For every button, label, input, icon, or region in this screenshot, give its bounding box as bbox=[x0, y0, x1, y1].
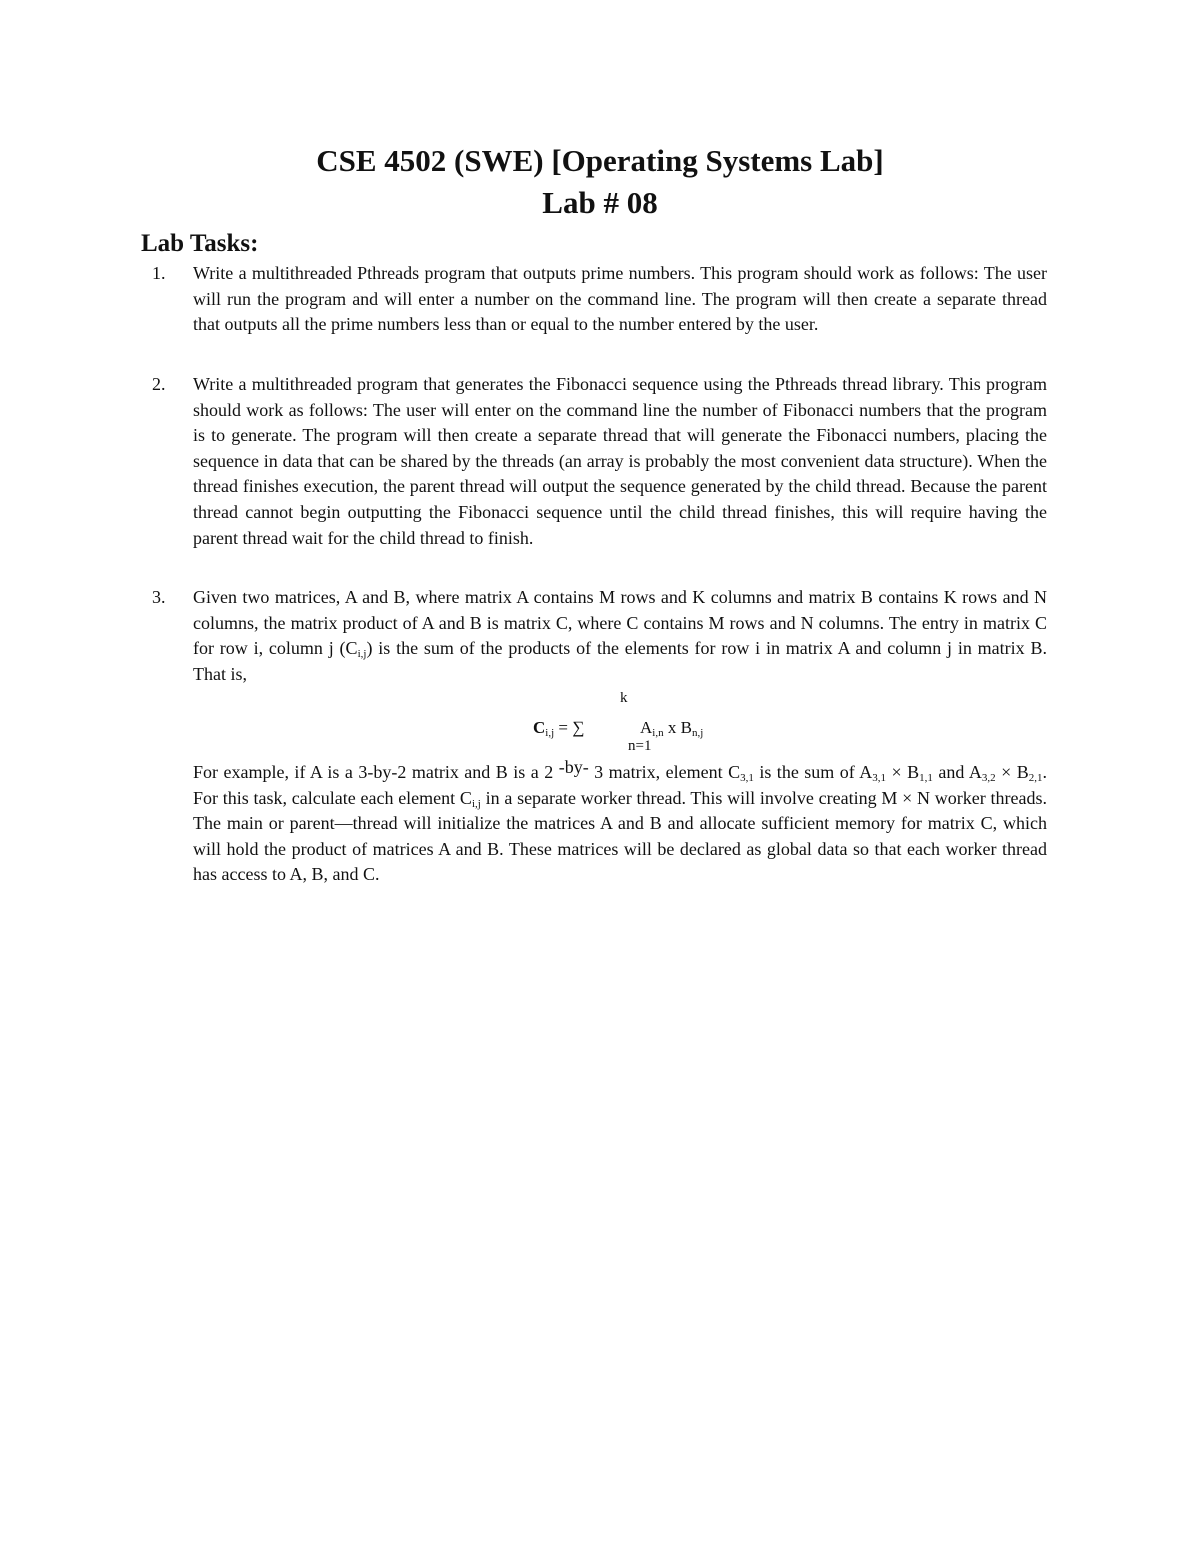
document-subtitle: Lab # 08 bbox=[542, 185, 658, 220]
term2-base: B bbox=[680, 718, 692, 737]
term1-subscript: i,n bbox=[652, 727, 664, 739]
matrix-product-formula bbox=[0, 690, 1200, 760]
subscript: 3,1 bbox=[740, 772, 754, 784]
formula-lhs bbox=[533, 718, 584, 738]
example-text: × B bbox=[886, 762, 920, 782]
example-text: and A bbox=[932, 762, 982, 782]
subscript: i,j bbox=[357, 648, 367, 661]
task-text: Write a multithreaded program that generates the Fibonacci sequence using the Pthreads thread library. This program should work as follows: The user will enter on the command line the number of Fibonacci numbers that the program is to generate. The program will then create a separate thread that will generate the Fibonacci numbers, placing the sequence in data that can be shared by the threads (an array is probably the most convenient data structure). When the thread finishes execution, the parent thread will output the sequence generated by the child thread. Because the parent thread cannot begin outputting the Fibonacci sequence until the child thread finishes, this will require having the parent thread wait for the child thread to finish. bbox=[193, 374, 1047, 548]
example-by-text: -by- bbox=[558, 757, 589, 777]
task-number: 3. bbox=[152, 587, 166, 607]
example-text: . For this task, calculate each element C bbox=[193, 762, 1047, 808]
task-text: Write a multithreaded Pthreads program that outputs prime numbers. This program should work as follows: The user will run the program and will enter a number on the command line. The program will then create a separate thread that outputs all the prime numbers less than or equal to the number entered by the user. bbox=[193, 263, 1047, 335]
formula-rhs bbox=[640, 718, 703, 738]
task-text bbox=[193, 585, 1047, 687]
lhs-subscript: i,j bbox=[545, 727, 555, 739]
task-text-part: ) is the sum of the products of the elements for row i in matrix A and column j in matrix B. That is, bbox=[193, 638, 1047, 684]
document-title: CSE 4502 (SWE) [Operating Systems Lab] bbox=[316, 143, 884, 178]
subscript: i,j bbox=[471, 797, 481, 810]
lhs-base: C bbox=[533, 718, 546, 737]
sum-lower-limit: n=1 bbox=[628, 738, 652, 754]
title-block bbox=[0, 140, 1200, 224]
task-number: 2. bbox=[152, 374, 166, 394]
equals-sigma: = ∑ bbox=[554, 718, 585, 737]
example-text: in a separate worker thread. This will involve creating M × N worker threads. The main or parent—thread will initialize the matrices A and B and allocate sufficient memory for matrix C, which will hold the product of matrices A and B. These matrices will be declared as global data so that each worker thread has access to A, B, and C. bbox=[193, 787, 1048, 885]
section-heading: Lab Tasks: bbox=[141, 230, 259, 257]
task-text-part: Given two matrices, A and B, where matrix A contains M rows and K columns and matrix B contains K rows and N columns, the matrix product of A and B is matrix C, where C contains M rows and N columns. The entry in matrix C for row i, column j (C bbox=[193, 587, 1047, 659]
example-text: For example, if A is a 3-by-2 matrix and B is a 2 bbox=[193, 762, 559, 782]
term2-subscript: n,j bbox=[691, 727, 704, 739]
sum-upper-limit: k bbox=[620, 690, 628, 706]
term1-base: A bbox=[640, 718, 653, 737]
example-text: 3 matrix, element C bbox=[588, 762, 741, 782]
subscript: 2,1 bbox=[1028, 772, 1043, 784]
subscript: 3,1 bbox=[872, 772, 887, 784]
example-text: × B bbox=[995, 762, 1029, 782]
times-sign: x bbox=[663, 718, 681, 737]
task-number: 1. bbox=[152, 263, 166, 283]
example-text: is the sum of A bbox=[753, 762, 873, 782]
example-paragraph bbox=[193, 757, 1048, 888]
subscript: 1,1 bbox=[919, 772, 933, 784]
subscript: 3,2 bbox=[981, 772, 996, 784]
